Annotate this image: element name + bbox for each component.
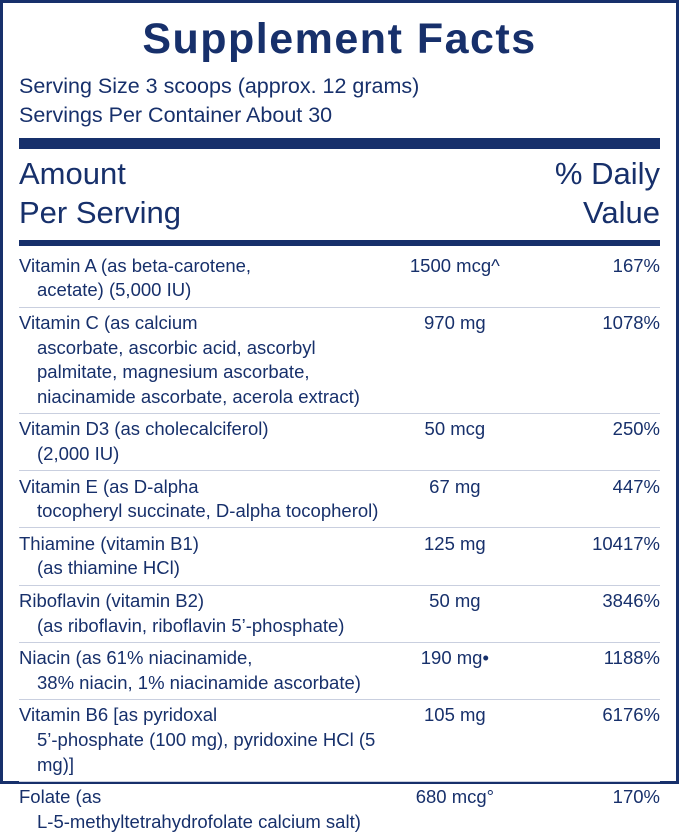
servings-per-container-line: Servings Per Container About 30 [19, 102, 333, 127]
nutrient-daily-value: 447% [525, 471, 660, 528]
nutrient-name: Folate (as [19, 786, 102, 808]
nutrient-table [19, 250, 660, 837]
nutrient-name-cell [19, 413, 384, 470]
daily-value-header [555, 155, 660, 233]
amount-header-line2: Per Serving [19, 194, 181, 230]
dv-header-line1: % Daily [554, 155, 660, 191]
table-row [19, 250, 660, 307]
nutrient-name: Riboflavin (vitamin B2) [19, 590, 205, 612]
nutrient-name: Vitamin B6 [as pyridoxal [19, 704, 218, 726]
table-row [19, 642, 660, 699]
nutrient-amount: 105 mg [384, 699, 525, 781]
nutrient-name-cell [19, 699, 384, 781]
nutrient-daily-value: 167% [612, 254, 660, 276]
serving-size-line: Serving Size 3 scoops (approx. 12 grams) [19, 74, 420, 99]
amount-header-line1: Amount [19, 155, 126, 191]
nutrient-name: Thiamine (vitamin B1) [19, 532, 199, 554]
nutrient-name: Vitamin A (as beta-carotene, [19, 254, 252, 276]
table-row [19, 781, 660, 838]
table-row [19, 471, 660, 528]
nutrient-name-continued: (2,000 IU) [37, 443, 120, 465]
table-row [19, 307, 660, 413]
nutrient-daily-value: 1078% [525, 307, 660, 413]
nutrient-amount: 125 mg [384, 528, 525, 585]
nutrient-daily-value: 170% [525, 781, 660, 838]
nutrient-amount: 50 mcg [384, 413, 525, 470]
nutrient-name-cell [19, 307, 384, 413]
nutrient-name-continued: 38% niacin, 1% niacinamide ascorbate) [37, 671, 361, 693]
nutrient-amount: 50 mg [384, 585, 525, 642]
nutrient-name-continued: 5’-phosphate (100 mg), pyridoxine HCl (5 mg)] [37, 728, 376, 775]
nutrient-name: Vitamin E (as D-alpha [19, 475, 199, 497]
nutrient-name-continued: (as thiamine HCl) [37, 557, 180, 579]
nutrient-amount: 970 mg [384, 307, 525, 413]
nutrient-name-cell [19, 528, 384, 585]
nutrient-amount: 190 mg• [384, 642, 525, 699]
nutrient-amount: 680 mcg° [384, 781, 525, 838]
divider-thick-top [19, 138, 660, 149]
nutrient-name-continued: tocopheryl succinate, D-alpha tocopherol) [37, 500, 379, 522]
amount-per-serving-header [19, 155, 181, 233]
nutrient-daily-value: 1188% [525, 642, 660, 699]
nutrient-table-body [19, 250, 660, 837]
nutrient-name-cell [19, 781, 384, 838]
nutrient-amount: 67 mg [384, 471, 525, 528]
nutrient-daily-value: 10417% [525, 528, 660, 585]
nutrient-name-cell [19, 471, 384, 528]
divider-medium [19, 240, 660, 246]
nutrient-name: Vitamin C (as calcium [19, 312, 198, 334]
nutrient-name-continued: ascorbate, ascorbic acid, ascorbyl palmitate, magnesium ascorbate, niacinamide ascorbate, acerola extract) [37, 336, 360, 407]
table-row [19, 585, 660, 642]
column-headers [19, 149, 660, 241]
nutrient-name-continued: (as riboflavin, riboflavin 5’-phosphate) [37, 614, 345, 636]
nutrient-name-cell [19, 642, 384, 699]
nutrient-daily-value: 6176% [525, 699, 660, 781]
nutrient-name-cell [19, 250, 384, 307]
nutrient-name: Vitamin D3 (as cholecalciferol) [19, 418, 269, 440]
nutrient-daily-value: 250% [525, 413, 660, 470]
dv-header-line2: Value [583, 194, 660, 230]
nutrient-amount: 1500 mcg^ [409, 254, 500, 276]
table-row [19, 699, 660, 781]
table-row [19, 413, 660, 470]
nutrient-name-cell [19, 585, 384, 642]
nutrient-name-continued: acetate) (5,000 IU) [37, 279, 192, 301]
nutrient-daily-value: 3846% [525, 585, 660, 642]
nutrient-name: Niacin (as 61% niacinamide, [19, 647, 253, 669]
table-row [19, 528, 660, 585]
nutrient-name-continued: L-5-methyltetrahydrofolate calcium salt) [37, 810, 361, 832]
panel-title: Supplement Facts [142, 15, 537, 63]
